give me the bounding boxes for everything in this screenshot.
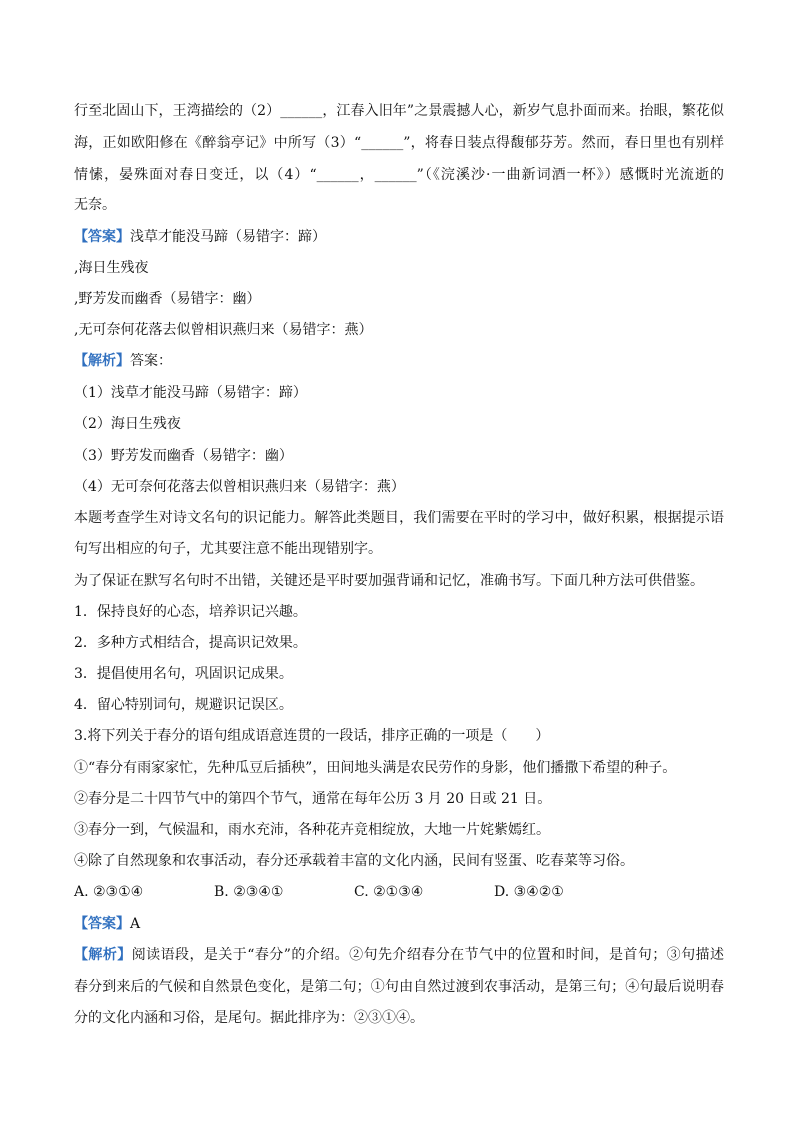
analysis-3-text-1: 阅读语段，是关于“春分”的介绍。②句先介绍春分在节气中的位置和时间，是首句；③句描述	[131, 947, 724, 963]
analysis-tag: 【解析】	[74, 353, 130, 369]
intro-line-1: 行至北固山下，王湾描绘的（2）______，江春入旧年”之景震撼人心，新岁气息扑面而来。抬眼，繁花似	[74, 103, 724, 119]
option-d: D. ③④②①	[494, 884, 564, 900]
answer-1-line-2: ,海日生残夜	[74, 260, 149, 276]
answer-3-text: A	[130, 916, 141, 932]
intro-line-2: 海，正如欧阳修在《醉翁亭记》中所写（3）“______”，将春日装点得馥郁芬芳。然而，春日里也有别样	[74, 135, 724, 151]
option-a: A. ②③①④	[74, 884, 144, 900]
question-3-stem: 3.将下列关于春分的语句组成语意连贯的一段话，排序正确的一项是（ ）	[74, 728, 550, 744]
option-c: C. ②①③④	[354, 884, 424, 900]
question-3-sentence-4: ④除了自然现象和农事活动，春分还承载着丰富的文化内涵，民间有竖蛋、吃春菜等习俗。	[74, 853, 634, 869]
question-3-sentence-1: ①“春分有雨家家忙，先种瓜豆后插秧”，田间地头满是农民劳作的身影，他们播撒下希望的种子。	[74, 760, 677, 776]
analysis-tag: 【解析】	[74, 947, 132, 963]
answer-1-text: 浅草才能没马蹄（易错字：蹄）	[130, 229, 326, 245]
analysis-1-paragraph-2: 为了保证在默写名句时不出错，关键还是平时要加强背诵和记忆，准确书写。下面几种方法可供借鉴。	[74, 573, 704, 589]
analysis-1-head	[74, 351, 724, 371]
question-3-sentence-2: ②春分是二十四节气中的第四个节气，通常在每年公历 3 月 20 日或 21 日。	[74, 791, 552, 807]
answer-1-line-3: ,野芳发而幽香（易错字：幽）	[74, 291, 261, 307]
tip-item: 3．提倡使用名句，巩固识记成果。	[74, 666, 293, 682]
tip-item: 2．多种方式相结合，提高识记效果。	[74, 635, 307, 651]
analysis-1-paragraph-1b: 句写出相应的句子，尤其要注意不能出现错别字。	[74, 541, 382, 557]
analysis-3-line-1	[74, 945, 724, 965]
analysis-1-item: （2）海日生残夜	[74, 416, 181, 432]
answer-tag: 【答案】	[74, 916, 130, 932]
analysis-1-paragraph-1a: 本题考查学生对诗文名句的识记能力。解答此类题目，我们需要在平时的学习中，做好积累，根据提示语	[74, 510, 724, 526]
question-3-sentence-3: ③春分一到，气候温和，雨水充沛，各种花卉竞相绽放，大地一片姹紫嫣红。	[74, 822, 550, 838]
intro-line-3: 情愫，晏殊面对春日变迁，以（4）“______，______”（《浣溪沙·一曲新词酒一杯》）感慨时光流逝的	[74, 167, 724, 183]
tip-item: 1．保持良好的心态，培养识记兴趣。	[74, 604, 307, 620]
analysis-1-item: （1）浅草才能没马蹄（易错字：蹄）	[74, 385, 307, 401]
analysis-1-item: （3）野芳发而幽香（易错字：幽）	[74, 448, 293, 464]
tip-item: 4．留心特别词句，规避识记误区。	[74, 697, 293, 713]
question-3-options	[74, 882, 724, 902]
analysis-3-line-3: 分的文化内涵和习俗，是尾句。据此排序为：②③①④。	[74, 1010, 424, 1026]
answer-1-line	[74, 227, 724, 247]
answer-tag: 【答案】	[74, 229, 130, 245]
option-b: B. ②③④①	[214, 884, 284, 900]
analysis-3-line-2: 春分到来后的气候和自然景色变化，是第二句；①句由自然过渡到农事活动，是第三句；④句最后说明春	[74, 979, 724, 995]
answer-1-line-4: ,无可奈何花落去似曾相识燕归来（易错字：燕）	[74, 322, 373, 338]
answer-3-line	[74, 914, 724, 934]
analysis-1-item: （4）无可奈何花落去似曾相识燕归来（易错字：燕）	[74, 479, 405, 495]
intro-line-4: 无奈。	[74, 197, 116, 213]
analysis-1-head-text: 答案：	[130, 353, 172, 369]
